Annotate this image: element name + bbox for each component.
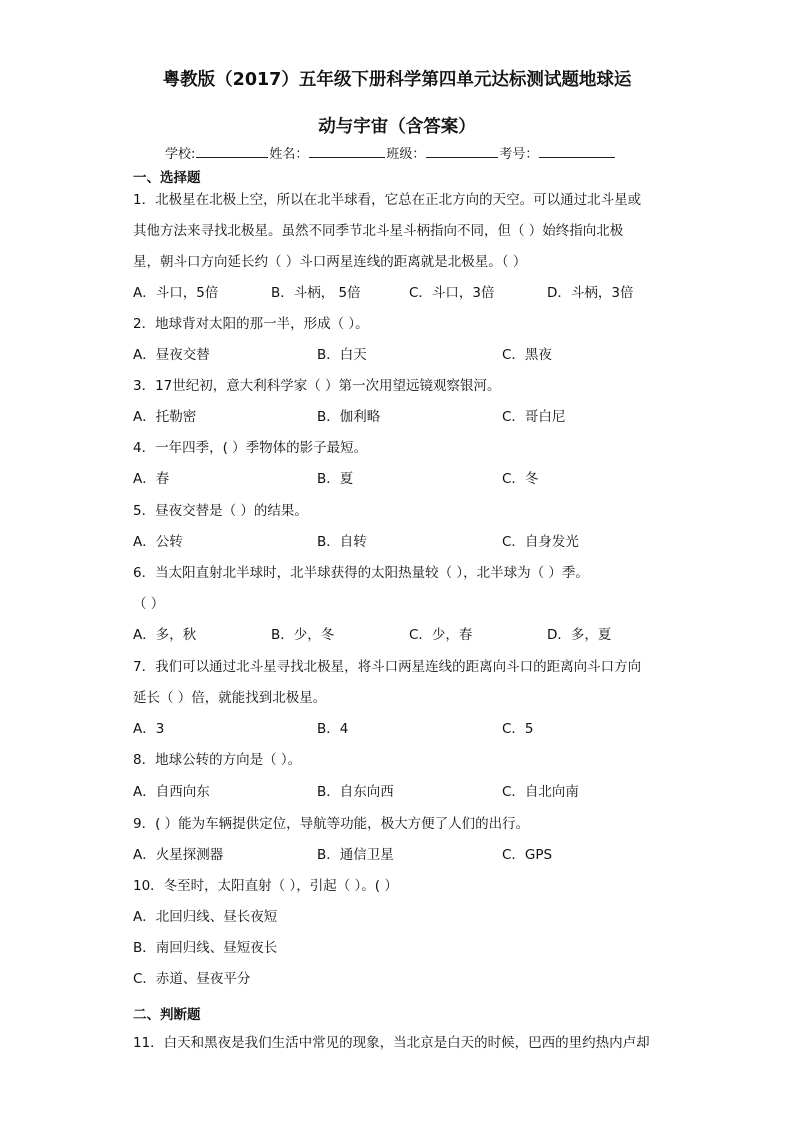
question-5-option-b[interactable]: B．自转: [317, 534, 367, 550]
class-label: 班级：: [386, 147, 426, 162]
question-7-options: [0, 720, 794, 738]
question-2-option-a[interactable]: A．昼夜交替: [133, 347, 210, 363]
question-1-line-2: 其他方法来寻找北极星。虽然不同季节北斗星斗柄指向不同，但（ ）始终指向北极: [133, 223, 624, 239]
question-7-option-a[interactable]: A．3: [133, 721, 165, 737]
section-heading-judge: 二、判断题: [133, 1007, 201, 1023]
question-8-options: [0, 783, 794, 801]
page-title-line-1: 粤教版（2017）五年级下册科学第四单元达标测试题地球运: [162, 70, 632, 90]
question-9-option-b[interactable]: B．通信卫星: [317, 847, 394, 863]
name-blank[interactable]: [309, 145, 385, 158]
question-1-line-3: 星，朝斗口方向延长约（ ）斗口两星连线的距离就是北极星。（ ）: [133, 254, 527, 270]
question-6-option-a[interactable]: A．多，秋: [133, 627, 197, 643]
question-2-option-c[interactable]: C．黑夜: [502, 347, 552, 363]
school-blank[interactable]: [196, 145, 268, 158]
question-3-option-a[interactable]: A．托勒密: [133, 409, 197, 425]
question-3-option-b[interactable]: B．伽利略: [317, 409, 381, 425]
question-3-option-c[interactable]: C．哥白尼: [502, 409, 566, 425]
question-4-line-1: 4．一年四季，( ）季物体的影子最短。: [133, 440, 368, 456]
question-6-line-2: （ ）: [133, 596, 165, 612]
question-10-option-c[interactable]: C．赤道、昼夜平分: [133, 971, 251, 987]
question-3-line-1: 3．17世纪初，意大利科学家（ ）第一次用望远镜观察银河。: [133, 378, 501, 394]
question-5-options: [0, 533, 794, 551]
question-4-options: [0, 470, 794, 488]
question-5-option-a[interactable]: A．公转: [133, 534, 183, 550]
question-6-option-b[interactable]: B．少，冬: [271, 627, 335, 643]
question-9-options: [0, 846, 794, 864]
question-5-option-c[interactable]: C．自身发光: [502, 534, 579, 550]
name-label: 姓名：: [269, 147, 309, 162]
question-2-options: [0, 346, 794, 364]
question-1-options: [0, 284, 794, 302]
question-4-option-b[interactable]: B．夏: [317, 471, 354, 487]
school-label: 学校:: [165, 147, 196, 162]
question-6-options: [0, 626, 794, 644]
question-7-option-b[interactable]: B．4: [317, 721, 349, 737]
question-1-option-b[interactable]: B．斗柄， 5倍: [271, 285, 361, 301]
question-7-line-2: 延长（ ）倍，就能找到北极星。: [133, 690, 327, 706]
question-6-option-c[interactable]: C．少，春: [409, 627, 473, 643]
question-8-option-c[interactable]: C．自北向南: [502, 784, 579, 800]
question-8-option-a[interactable]: A．自西向东: [133, 784, 210, 800]
student-info-row: [165, 145, 616, 163]
class-blank[interactable]: [426, 145, 498, 158]
question-8-line-1: 8．地球公转的方向是（ ）。: [133, 752, 302, 768]
question-7-line-1: 7．我们可以通过北斗星寻找北极星，将斗口两星连线的距离向斗口的距离向斗口方向: [133, 659, 642, 675]
question-10-line-1: 10．冬至时，太阳直射（ ），引起（ ）。( ）: [133, 878, 398, 894]
question-9-option-a[interactable]: A．火星探测器: [133, 847, 224, 863]
question-4-option-c[interactable]: C．冬: [502, 471, 539, 487]
number-label: 考号：: [499, 147, 539, 162]
question-7-option-c[interactable]: C．5: [502, 721, 534, 737]
question-4-option-a[interactable]: A．春: [133, 471, 170, 487]
question-5-line-1: 5．昼夜交替是（ ）的结果。: [133, 503, 308, 519]
question-10-option-b[interactable]: B．南回归线、昼短夜长: [133, 940, 278, 956]
question-9-option-c[interactable]: C．GPS: [502, 847, 553, 863]
question-9-line-1: 9．( ）能为车辆提供定位，导航等功能，极大方便了人们的出行。: [133, 816, 530, 832]
question-2-line-1: 2．地球背对太阳的那一半，形成（ ）。: [133, 316, 369, 332]
question-1-option-d[interactable]: D．斗柄，3倍: [547, 285, 634, 301]
question-10-option-a[interactable]: A．北回归线、昼长夜短: [133, 909, 278, 925]
question-2-option-b[interactable]: B．白天: [317, 347, 367, 363]
question-1-option-a[interactable]: A．斗口，5倍: [133, 285, 219, 301]
page-title-line-2: 动与宇宙（含答案）: [318, 117, 476, 137]
question-1-line-1: 1．北极星在北极上空，所以在北半球看，它总在正北方向的天空。可以通过北斗星或: [133, 192, 642, 208]
question-8-option-b[interactable]: B．自东向西: [317, 784, 394, 800]
question-6-line-1: 6．当太阳直射北半球时，北半球获得的太阳热量较（ ），北半球为（ ）季。: [133, 565, 589, 581]
section-heading-choice: 一、选择题: [133, 170, 201, 186]
question-6-option-d[interactable]: D．多，夏: [547, 627, 612, 643]
number-blank[interactable]: [539, 145, 615, 158]
question-3-options: [0, 408, 794, 426]
question-1-option-c[interactable]: C．斗口，3倍: [409, 285, 495, 301]
question-11-line-1: 11．白天和黑夜是我们生活中常见的现象，当北京是白天的时候，巴西的里约热内卢却: [133, 1035, 650, 1051]
